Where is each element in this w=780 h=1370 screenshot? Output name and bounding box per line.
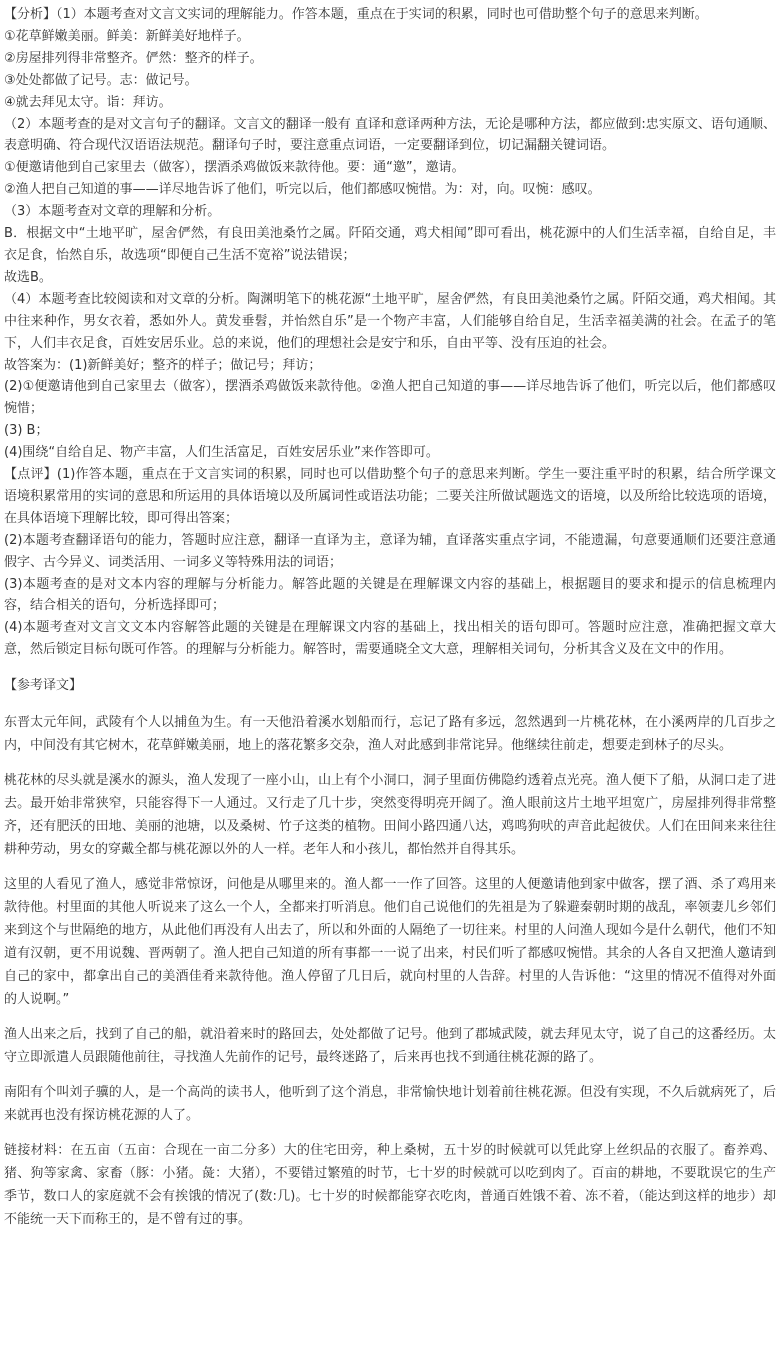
analysis-line: ②渔人把自己知道的事——详尽地告诉了他们，听完以后，他们都感叹惋惜。为：对，向。叹惋：感叹。 [4, 182, 601, 198]
analysis-section [4, 4, 776, 661]
analysis-line: （4）本题考查比较阅读和对文章的分析。陶渊明笔下的桃花源“土地平旷，屋舍俨然，有良田美池桑竹之属。阡陌交通，鸡犬相闻。其中往来种作，男女衣着，悉如外人。黄发垂髫，并怡然自乐”是一个物产丰富，人们能够自给自足，生活幸福美满的社会。在孟子的笔下，人们丰衣足食，百姓安居乐业。总的来说，他们的理想社会是安宁和乐，自由平等、没有压迫的社会。 [4, 291, 776, 351]
translation-heading: 【参考译文】 [4, 678, 83, 694]
analysis-line: （3）本题考查对文章的理解和分析。 [4, 204, 221, 220]
analysis-line: (2)①便邀请他到自己家里去（做客），摆酒杀鸡做饭来款待他。②渔人把自己知道的事——详尽地告诉了他们，听完以后，他们都感叹惋惜； [4, 379, 776, 417]
review-line: (3)本题考查的是对文本内容的理解与分析能力。解答此题的关键是在理解课文内容的基础上，根据题目的要求和提示的信息梳理内容，结合相关的语句，分析选择即可； [4, 576, 776, 614]
review-line: (4)本题考查对文言文文本内容解答此题的关键是在理解课文内容的基础上，找出相关的语句即可。答题时应注意，准确把握文章大意，然后锁定目标句既可作答。的理解与分析能力。解答时，需要通晓全文大意，理解相关词句，分析其含义及在文中的作用。 [4, 620, 776, 658]
translation-paragraph: 南阳有个叫刘子骥的人，是一个高尚的读书人，他听到了这个消息，非常愉快地计划着前往桃花源。但没有实现，不久后就病死了，后来就再也没有探访桃花源的人了。 [4, 1085, 776, 1124]
analysis-line: 故答案为：(1)新鲜美好；整齐的样子；做记号；拜访； [4, 357, 322, 373]
analysis-line: （2）本题考查的是对文言句子的翻译。文言文的翻译一般有 直译和意译两种方法，无论是哪种方法，都应做到:忠实原文、语句通顺、表意明确、符合现代汉语语法规范。翻译句子时，要注意重点词语，一定要翻译到位，切记漏翻关键词语。 [4, 116, 776, 154]
analysis-line: 【分析】（1）本题考查对文言文实词的理解能力。作答本题，重点在于实词的积累，同时也可借助整个句子的意思来判断。 [4, 7, 708, 22]
translation-paragraph: 桃花林的尽头就是溪水的源头，渔人发现了一座小山，山上有个小洞口，洞子里面仿佛隐约透着点光亮。渔人便下了船，从洞口走了进去。最开始非常狭窄，只能容得下一人通过。又行走了几十步，突然变得明亮开阔了。渔人眼前这片土地平坦宽广，房屋排列得非常整齐，还有肥沃的田地、美丽的池塘，以及桑树、竹子这类的植物。田间小路四通八达，鸡鸣狗吠的声音此起彼伏。人们在田间来来往往耕种劳动，男女的穿戴全都与桃花源以外的人一样。老年人和小孩儿，都怡然并自得其乐。 [4, 773, 776, 858]
analysis-line: ②房屋排列得非常整齐。俨然：整齐的样子。 [4, 50, 263, 66]
translation-section [4, 675, 776, 1231]
analysis-line: B．根据文中“土地平旷，屋舍俨然，有良田美池桑竹之属。阡陌交通，鸡犬相闻”即可看出，桃花源中的人们生活幸福，自给自足，丰衣足食，怡然自乐，故选项“即便自己生活不宽裕”说法错误； [4, 226, 776, 263]
analysis-line: ①便邀请他到自己家里去（做客），摆酒杀鸡做饭来款待他。要：通“邀”，邀请。 [4, 160, 465, 176]
review-line: 【点评】(1)作答本题，重点在于文言实词的积累，同时也可以借助整个句子的意思来判断。学生一要注重平时的积累，结合所学课文语境积累常用的实词的意思和所运用的具体语境以及所属词性或语法功能；二要关注所做试题选文的语境，以及所给比较选项的语境，在具体语境下理解比较，即可得出答案； [4, 467, 776, 526]
translation-paragraph: 渔人出来之后，找到了自己的船，就沿着来时的路回去，处处都做了记号。他到了郡城武陵，就去拜见太守，说了自己的这番经历。太守立即派遣人员跟随他前往，寻找渔人先前作的记号，最终迷路了，后来再也找不到通往桃花源的路了。 [4, 1027, 776, 1066]
analysis-line: (4)围绕“自给自足、物产丰富，人们生活富足，百姓安居乐业”来作答即可。 [4, 445, 439, 461]
analysis-line: ④就去拜见太守。诣：拜访。 [4, 94, 172, 110]
analysis-line: ①花草鲜嫩美丽。鲜美：新鲜美好地样子。 [4, 28, 250, 44]
translation-paragraph: 东晋太元年间，武陵有个人以捕鱼为生。有一天他沿着溪水划船而行，忘记了路有多远，忽然遇到一片桃花林，在小溪两岸的几百步之内，中间没有其它树木，花草鲜嫩美丽，地上的落花繁多交杂，渔人对此感到非常诧异。他继续往前走，想要走到林子的尽头。 [4, 715, 776, 754]
analysis-line: ③处处都做了记号。志：做记号。 [4, 72, 198, 88]
linked-material-paragraph: 链接材料：在五亩（五亩：合现在一亩二分多）大的住宅田旁，种上桑树，五十岁的时候就可以凭此穿上丝织品的衣服了。畜养鸡、猪、狗等家禽、家畜（豚：小猪。彘：大猪），不要错过繁殖的时节，七十岁的时候就可以吃到肉了。百亩的耕地，不要耽误它的生产季节，数口人的家庭就不会有挨饿的情况了(数:几)。七十岁的时候都能穿衣吃肉，普通百姓饿不着、冻不着，（能达到这样的地步）却不能统一天下而称王的，是不曾有过的事。 [4, 1143, 776, 1228]
analysis-line: (3) B； [4, 423, 49, 439]
review-line: (2)本题考查翻译语句的能力，答题时应注意，翻译一直译为主，意译为辅，直译落实重点字词，不能遗漏，句意要通顺们还要注意通假字、古今异义、词类活用、一词多义等特殊用法的词语； [4, 532, 776, 570]
translation-paragraph: 这里的人看见了渔人，感觉非常惊讶，问他是从哪里来的。渔人都一一作了回答。这里的人便邀请他到家中做客，摆了酒、杀了鸡用来款待他。村里面的其他人听说来了这么一个人，全都来打听消息。他们自己说他们的先祖是为了躲避秦朝时期的战乱，率领妻儿乡邻们来到这个与世隔绝的地方，从此他们再没有人出去了，所以和外面的人隔绝了一切往来。村里的人问渔人现如今是什么朝代，他们不知道有汉朝，更不用说魏、晋两朝了。渔人把自己知道的所有事都一一说了出来，村民们听了都感叹惋惜。其余的人各自又把渔人邀请到自己的家中，都拿出自己的美酒佳肴来款待他。渔人停留了几日后，就向村里的人告辞。村里的人告诉他：“这里的情况不值得对外面的人说啊。” [4, 877, 776, 1008]
analysis-line: 故选B。 [4, 269, 52, 285]
